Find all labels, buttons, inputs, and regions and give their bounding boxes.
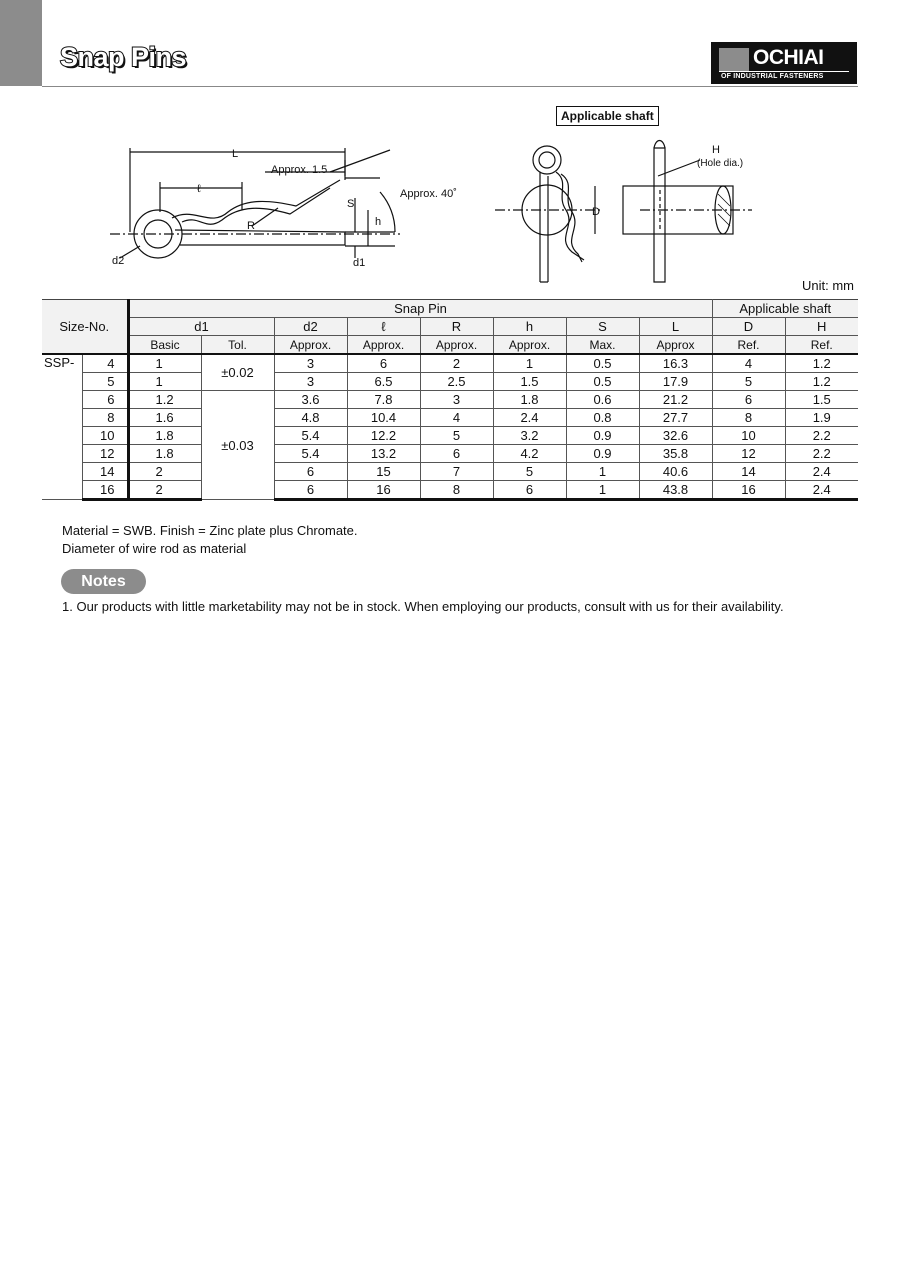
diagram-label-L: L (232, 148, 239, 160)
cell-D: 16 (712, 481, 785, 500)
sub-basic: Basic (128, 336, 201, 355)
cell-d1-basic: 1.8 (128, 445, 201, 463)
cell-S: 0.5 (566, 373, 639, 391)
header-d1: d1 (128, 318, 274, 336)
cell-S: 0.6 (566, 391, 639, 409)
cell-d2: 6 (274, 463, 347, 481)
cell-R: 6 (420, 445, 493, 463)
dim-R-leader (252, 208, 278, 226)
cell-d2: 6 (274, 481, 347, 500)
cell-S: 1 (566, 481, 639, 500)
cell-size: 4 (82, 354, 128, 373)
cell-d2: 3 (274, 354, 347, 373)
cell-H: 2.4 (785, 481, 858, 500)
cell-h: 4.2 (493, 445, 566, 463)
cell-R: 8 (420, 481, 493, 500)
header-S: S (566, 318, 639, 336)
cell-D: 6 (712, 391, 785, 409)
pin-upper-leg (182, 188, 330, 224)
sub-H: Ref. (785, 336, 858, 355)
cell-D: 8 (712, 409, 785, 427)
cell-size: 10 (82, 427, 128, 445)
diagram-label-ell: ℓ (197, 183, 201, 195)
header-d2: d2 (274, 318, 347, 336)
cell-d2: 5.4 (274, 427, 347, 445)
diagram-label-R: R (247, 220, 255, 232)
cell-l: 12.2 (347, 427, 420, 445)
cell-size: 12 (82, 445, 128, 463)
sub-d2: Approx. (274, 336, 347, 355)
notes-badge: Notes (61, 569, 146, 594)
cell-h: 1.8 (493, 391, 566, 409)
cell-L: 21.2 (639, 391, 712, 409)
cell-d1-basic: 1.8 (128, 427, 201, 445)
shaft-pin-loop-outer (533, 146, 561, 174)
cell-S: 1 (566, 463, 639, 481)
dim-40-arc (380, 192, 395, 232)
cell-size: 6 (82, 391, 128, 409)
cell-h: 5 (493, 463, 566, 481)
cell-tol-002: ±0.02 (201, 354, 274, 391)
cell-tol-003: ±0.03 (201, 391, 274, 500)
cell-S: 0.5 (566, 354, 639, 373)
cell-h: 1 (493, 354, 566, 373)
cell-L: 35.8 (639, 445, 712, 463)
page-title: Snap Pins (60, 42, 187, 72)
cell-L: 17.9 (639, 373, 712, 391)
shaft-pin-wave-inner (561, 174, 582, 262)
cell-R: 5 (420, 427, 493, 445)
table-row (42, 481, 858, 500)
sub-h: Approx. (493, 336, 566, 355)
cell-H: 1.5 (785, 391, 858, 409)
cell-H: 1.9 (785, 409, 858, 427)
cell-d1-basic: 2 (128, 481, 201, 500)
diagram-label-D: D (592, 206, 600, 218)
unit-label: Unit: mm (802, 278, 854, 293)
cell-D: 14 (712, 463, 785, 481)
cell-D: 12 (712, 445, 785, 463)
header-ell: ℓ (347, 318, 420, 336)
cell-h: 6 (493, 481, 566, 500)
header-snap-pin: Snap Pin (128, 300, 712, 318)
diagram-label-hole: (Hole dia.) (697, 158, 744, 169)
cell-d2: 5.4 (274, 445, 347, 463)
dim-40-ray (330, 150, 390, 172)
cell-S: 0.9 (566, 427, 639, 445)
cell-D: 10 (712, 427, 785, 445)
snap-pin-diagram (0, 100, 900, 290)
cell-S: 0.9 (566, 445, 639, 463)
sub-tol: Tol. (201, 336, 274, 355)
cell-size: 14 (82, 463, 128, 481)
note-item-1: 1. Our products with little marketability may not be in stock. When employing our products, consult with us for their availability. (62, 599, 784, 614)
applicable-shaft-label: Applicable shaft (556, 106, 659, 126)
logo-divider (719, 71, 849, 72)
header-size-no: Size-No. (42, 300, 128, 355)
cell-h: 3.2 (493, 427, 566, 445)
cell-R: 2 (420, 354, 493, 373)
size-prefix: SSP- (42, 354, 82, 500)
cell-h: 1.5 (493, 373, 566, 391)
shaft-pin-loop-inner (539, 152, 555, 168)
dim-H-leader (658, 160, 700, 176)
cell-R: 3 (420, 391, 493, 409)
cell-l: 10.4 (347, 409, 420, 427)
shaft-section-circle (522, 185, 572, 235)
table-row (42, 445, 858, 463)
header-gray-tab (0, 0, 42, 86)
cell-D: 5 (712, 373, 785, 391)
table-row (42, 391, 858, 409)
table-row (42, 409, 858, 427)
diagram-label-S: S (347, 198, 355, 210)
cell-H: 2.4 (785, 463, 858, 481)
cell-d1-basic: 1 (128, 373, 201, 391)
sub-D: Ref. (712, 336, 785, 355)
cell-R: 2.5 (420, 373, 493, 391)
material-note (62, 522, 358, 558)
cell-l: 15 (347, 463, 420, 481)
diagram-label-d1: d1 (353, 257, 366, 269)
cell-L: 32.6 (639, 427, 712, 445)
diagram-label-d2: d2 (112, 255, 125, 267)
spec-table (42, 299, 858, 501)
header-h: h (493, 318, 566, 336)
sub-ell: Approx. (347, 336, 420, 355)
cell-l: 6.5 (347, 373, 420, 391)
material-line-2: Diameter of wire rod as material (62, 541, 247, 556)
sub-L: Approx (639, 336, 712, 355)
header-D: D (712, 318, 785, 336)
pin-lower-leg (175, 230, 345, 245)
cell-l: 7.8 (347, 391, 420, 409)
shaft-pin-top (654, 141, 665, 149)
shaft-pin-legs (540, 172, 548, 282)
cell-L: 43.8 (639, 481, 712, 500)
diagram-label-approx40: Approx. 40˚ (400, 188, 457, 200)
material-line-1: Material = SWB. Finish = Zinc plate plus Chromate. (62, 523, 358, 538)
table-row (42, 373, 858, 391)
sub-R: Approx. (420, 336, 493, 355)
cell-S: 0.8 (566, 409, 639, 427)
cell-l: 16 (347, 481, 420, 500)
cell-D: 4 (712, 354, 785, 373)
cell-d1-basic: 2 (128, 463, 201, 481)
header-H: H (785, 318, 858, 336)
brand-logo (711, 42, 857, 84)
cell-size: 5 (82, 373, 128, 391)
table-row (42, 463, 858, 481)
table-row (42, 354, 858, 373)
cell-L: 16.3 (639, 354, 712, 373)
header-applicable-shaft: Applicable shaft (712, 300, 858, 318)
header-R: R (420, 318, 493, 336)
cell-H: 2.2 (785, 445, 858, 463)
header-L: L (639, 318, 712, 336)
brand-tagline: OF INDUSTRIAL FASTENERS (721, 73, 824, 80)
cell-H: 1.2 (785, 373, 858, 391)
cell-R: 7 (420, 463, 493, 481)
cell-L: 40.6 (639, 463, 712, 481)
table-row (42, 427, 858, 445)
cell-d1-basic: 1.6 (128, 409, 201, 427)
cell-R: 4 (420, 409, 493, 427)
cell-L: 27.7 (639, 409, 712, 427)
diagram-label-h: h (375, 216, 382, 228)
brand-name: OCHIAI (753, 46, 824, 69)
cell-d1-basic: 1 (128, 354, 201, 373)
cell-d2: 3.6 (274, 391, 347, 409)
cell-H: 2.2 (785, 427, 858, 445)
shaft-pin-wave (556, 172, 584, 260)
cell-H: 1.2 (785, 354, 858, 373)
cell-d2: 3 (274, 373, 347, 391)
header-rule (42, 86, 858, 87)
cell-d1-basic: 1.2 (128, 391, 201, 409)
cell-size: 16 (82, 481, 128, 500)
cell-size: 8 (82, 409, 128, 427)
diagram-label-H: H (712, 144, 720, 156)
cell-d2: 4.8 (274, 409, 347, 427)
logo-square-icon (719, 48, 749, 72)
sub-S: Max. (566, 336, 639, 355)
cell-l: 6 (347, 354, 420, 373)
cell-l: 13.2 (347, 445, 420, 463)
spec-table-body (42, 354, 858, 500)
diagram-label-approx15: Approx. 1.5 (271, 164, 328, 176)
cell-h: 2.4 (493, 409, 566, 427)
